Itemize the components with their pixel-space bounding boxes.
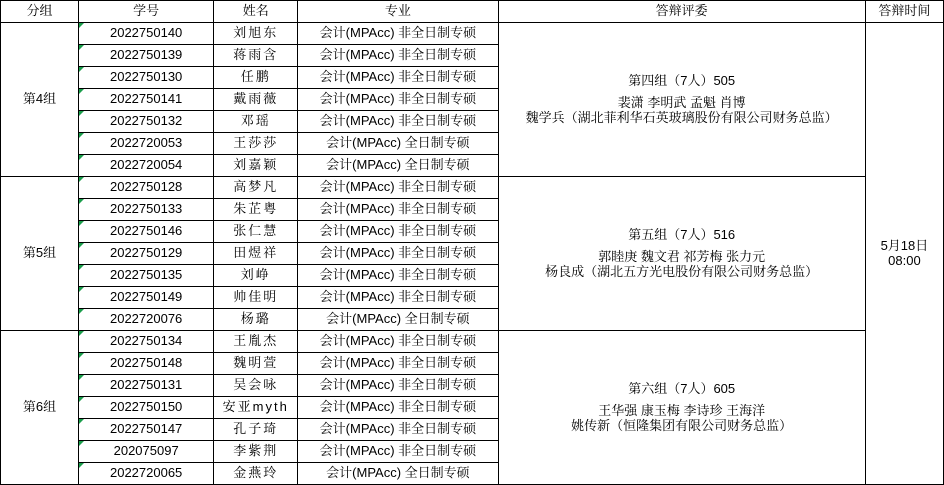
column-header: 答辩评委 xyxy=(498,1,865,23)
student-name-cell: 李紫荆 xyxy=(214,441,298,463)
judges-line: 王华强 康玉梅 李诗珍 王海洋 xyxy=(598,403,766,419)
major-cell: 会计(MPAcc) 全日制专硕 xyxy=(298,155,498,177)
group-label-cell: 第4组 xyxy=(1,23,79,177)
major-cell: 会计(MPAcc) 非全日制专硕 xyxy=(298,89,498,111)
judges-line: 姚传新（恒隆集团有限公司财务总监） xyxy=(571,417,793,433)
column-header: 答辩时间 xyxy=(865,1,943,23)
student-name-cell: 刘峥 xyxy=(214,265,298,287)
student-id-cell: 2022750133 xyxy=(79,199,214,221)
student-id-cell: 2022750149 xyxy=(79,287,214,309)
table-row xyxy=(1,177,944,199)
student-name-cell: 朱芷粤 xyxy=(214,199,298,221)
student-name-cell: 帅佳明 xyxy=(214,287,298,309)
student-name-cell: 刘嘉颖 xyxy=(214,155,298,177)
student-id-cell: 2022750135 xyxy=(79,265,214,287)
column-header: 分组 xyxy=(1,1,79,23)
judges-line: 裴潇 李明武 孟魁 肖博 xyxy=(617,95,746,111)
table-row xyxy=(1,23,944,45)
major-cell: 会计(MPAcc) 非全日制专硕 xyxy=(298,45,498,67)
student-id-cell: 2022750141 xyxy=(79,89,214,111)
student-name-cell: 高梦凡 xyxy=(214,177,298,199)
major-cell: 会计(MPAcc) 全日制专硕 xyxy=(298,463,498,485)
major-cell: 会计(MPAcc) 非全日制专硕 xyxy=(298,23,498,45)
student-id-cell: 2022750134 xyxy=(79,331,214,353)
group-label-cell: 第6组 xyxy=(1,331,79,485)
judges-cell xyxy=(498,331,865,485)
major-cell: 会计(MPAcc) 非全日制专硕 xyxy=(298,265,498,287)
major-cell: 会计(MPAcc) 非全日制专硕 xyxy=(298,111,498,133)
student-name-cell: 蒋雨含 xyxy=(214,45,298,67)
major-cell: 会计(MPAcc) 非全日制专硕 xyxy=(298,441,498,463)
major-cell: 会计(MPAcc) 非全日制专硕 xyxy=(298,287,498,309)
student-id-cell: 2022750130 xyxy=(79,67,214,89)
judges-cell xyxy=(498,177,865,331)
student-id-cell: 202075097 xyxy=(79,441,214,463)
student-name-cell: 安亚myth xyxy=(214,397,298,419)
student-name-cell: 张仁慧 xyxy=(214,221,298,243)
student-name-cell: 孔子琦 xyxy=(214,419,298,441)
student-name-cell: 刘旭东 xyxy=(214,23,298,45)
major-cell: 会计(MPAcc) 非全日制专硕 xyxy=(298,243,498,265)
student-id-cell: 2022720065 xyxy=(79,463,214,485)
student-name-cell: 王莎莎 xyxy=(214,133,298,155)
major-cell: 会计(MPAcc) 非全日制专硕 xyxy=(298,67,498,89)
student-id-cell: 2022750147 xyxy=(79,419,214,441)
student-name-cell: 戴雨薇 xyxy=(214,89,298,111)
student-id-cell: 2022720076 xyxy=(79,309,214,331)
major-cell: 会计(MPAcc) 全日制专硕 xyxy=(298,133,498,155)
judges-line: 郭睦庚 魏文君 祁芳梅 张力元 xyxy=(598,249,766,265)
student-id-cell: 2022720053 xyxy=(79,133,214,155)
major-cell: 会计(MPAcc) 非全日制专硕 xyxy=(298,177,498,199)
student-name-cell: 王胤杰 xyxy=(214,331,298,353)
student-name-cell: 田煜祥 xyxy=(214,243,298,265)
student-id-cell: 2022750132 xyxy=(79,111,214,133)
table-header-row xyxy=(1,1,944,23)
judges-line: 魏学兵（湖北菲利华石英玻璃股份有限公司财务总监） xyxy=(525,109,838,125)
student-id-cell: 2022750139 xyxy=(79,45,214,67)
major-cell: 会计(MPAcc) 非全日制专硕 xyxy=(298,397,498,419)
group-label-cell: 第5组 xyxy=(1,177,79,331)
major-cell: 会计(MPAcc) 非全日制专硕 xyxy=(298,199,498,221)
student-name-cell: 杨璐 xyxy=(214,309,298,331)
judges-title: 第四组（7人）505 xyxy=(628,73,736,89)
column-header: 姓名 xyxy=(214,1,298,23)
student-id-cell: 2022750150 xyxy=(79,397,214,419)
student-id-cell: 2022720054 xyxy=(79,155,214,177)
major-cell: 会计(MPAcc) 非全日制专硕 xyxy=(298,375,498,397)
judges-title: 第五组（7人）516 xyxy=(628,227,736,243)
student-id-cell: 2022750146 xyxy=(79,221,214,243)
judges-line: 杨良成（湖北五方光电股份有限公司财务总监） xyxy=(545,263,819,279)
student-id-cell: 2022750140 xyxy=(79,23,214,45)
student-name-cell: 吴会咏 xyxy=(214,375,298,397)
major-cell: 会计(MPAcc) 非全日制专硕 xyxy=(298,331,498,353)
column-header: 学号 xyxy=(79,1,214,23)
student-name-cell: 魏明萱 xyxy=(214,353,298,375)
judges-cell xyxy=(498,23,865,177)
student-name-cell: 任鹏 xyxy=(214,67,298,89)
student-id-cell: 2022750131 xyxy=(79,375,214,397)
major-cell: 会计(MPAcc) 非全日制专硕 xyxy=(298,419,498,441)
defense-time-cell: 5月18日 08:00 xyxy=(865,23,943,485)
major-cell: 会计(MPAcc) 非全日制专硕 xyxy=(298,353,498,375)
judges-title: 第六组（7人）605 xyxy=(628,381,736,397)
table-row xyxy=(1,331,944,353)
student-id-cell: 2022750148 xyxy=(79,353,214,375)
student-id-cell: 2022750128 xyxy=(79,177,214,199)
column-header: 专业 xyxy=(298,1,498,23)
student-id-cell: 2022750129 xyxy=(79,243,214,265)
student-name-cell: 邓瑶 xyxy=(214,111,298,133)
student-name-cell: 金燕玲 xyxy=(214,463,298,485)
major-cell: 会计(MPAcc) 全日制专硕 xyxy=(298,309,498,331)
major-cell: 会计(MPAcc) 非全日制专硕 xyxy=(298,221,498,243)
